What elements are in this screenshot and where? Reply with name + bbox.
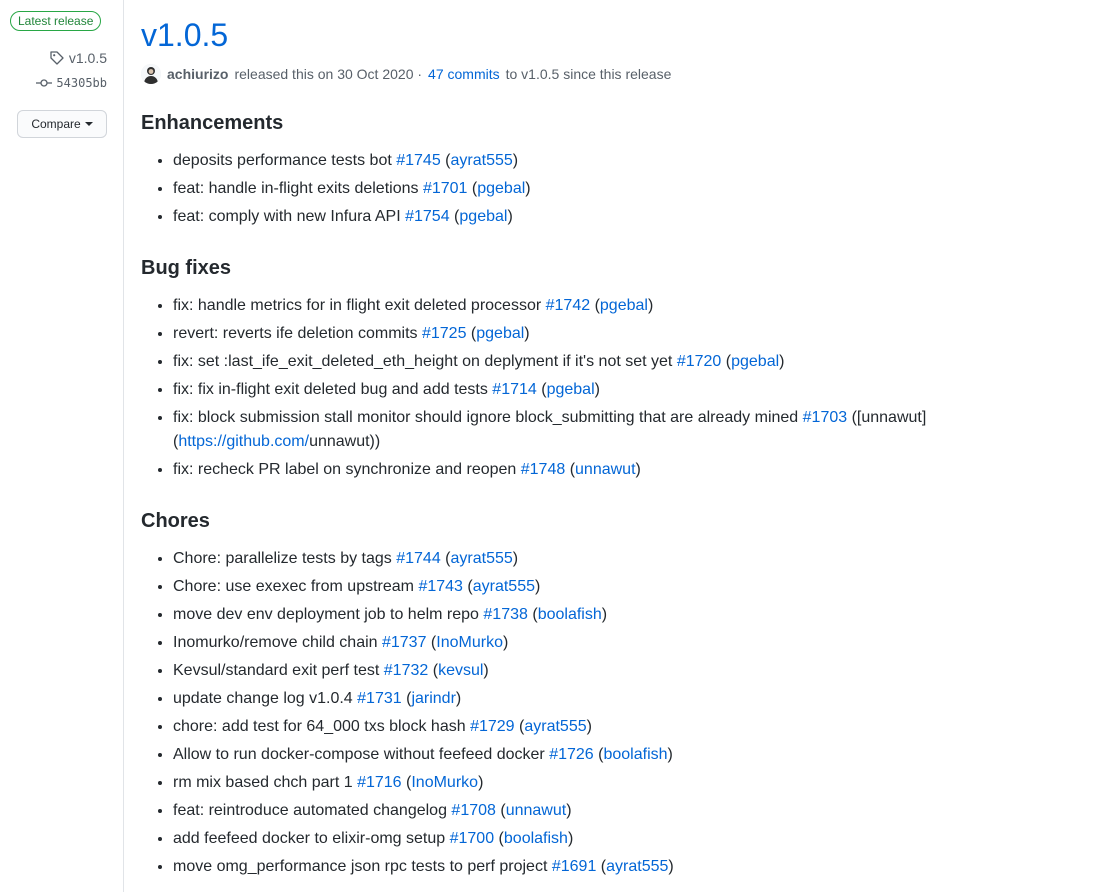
release-meta (141, 64, 671, 84)
paren-close: ) (668, 858, 674, 875)
list-item (173, 827, 1091, 851)
paren-open: ( (401, 690, 412, 707)
paren-close: ) (567, 830, 574, 847)
user-link[interactable]: jarindr (411, 690, 456, 707)
pr-link[interactable]: #1732 (383, 662, 429, 679)
paren-open: ( (494, 830, 504, 847)
user-link[interactable]: boolafish (603, 746, 668, 763)
paren-close: ) (525, 180, 531, 197)
list-item (173, 743, 1091, 767)
list-item (173, 547, 1091, 571)
item-text: move dev env deployment job to helm repo (173, 606, 484, 623)
caret-down-icon (85, 122, 93, 126)
item-text: add feefeed docker to elixir-omg setup (173, 830, 450, 847)
paren-open: ( (440, 152, 451, 169)
paren-open: ([unnawut]( (173, 409, 927, 450)
user-link[interactable]: pgebal (599, 297, 648, 314)
item-text: fix: recheck PR label on synchronize and reopen (173, 461, 521, 478)
user-link[interactable]: pgebal (546, 381, 595, 398)
tag-label: v1.0.5 (68, 50, 107, 66)
paren-close: ) (524, 325, 530, 342)
paren-open: ( (721, 353, 732, 370)
commit-sha: 54305bb (56, 76, 107, 90)
paren-close: ) (512, 550, 519, 567)
user-link[interactable]: ayrat555 (472, 578, 535, 595)
pr-link[interactable]: #1731 (357, 690, 402, 707)
compare-button[interactable] (17, 110, 107, 138)
list-item (173, 855, 1091, 879)
paren-open: ( (462, 578, 473, 595)
item-text: feat: comply with new Infura API (173, 208, 406, 225)
author-link[interactable]: achiurizo (167, 66, 229, 82)
list-item (173, 177, 1091, 201)
paren-open: ( (590, 297, 600, 314)
user-link[interactable]: boolafish (503, 830, 568, 847)
commits-suffix: to v1.0.5 since this release (505, 66, 672, 82)
avatar[interactable] (141, 64, 161, 84)
item-text: fix: set :last_ife_exit_deleted_eth_height on deplyment if it's not set yet (173, 353, 677, 370)
tag-link[interactable] (49, 50, 107, 66)
pr-link[interactable]: #1748 (520, 461, 566, 478)
user-link[interactable]: https://github.com/ (178, 433, 310, 450)
paren-open: ( (440, 550, 451, 567)
list-item (173, 687, 1091, 711)
paren-close: ) (647, 297, 654, 314)
pr-link[interactable]: #1726 (549, 746, 594, 763)
user-link[interactable]: ayrat555 (524, 718, 587, 735)
enhancements-section (141, 110, 1091, 233)
commits-link[interactable]: 47 commits (428, 66, 500, 82)
list-item (173, 205, 1091, 229)
paren-close: ) (507, 208, 513, 225)
item-text: Chore: parallelize tests by tags (173, 550, 397, 567)
list-item (173, 294, 1091, 318)
pr-link[interactable]: #1714 (492, 381, 537, 398)
release-title[interactable] (141, 13, 228, 57)
pr-link[interactable]: #1737 (381, 634, 427, 651)
paren-open: ( (514, 718, 525, 735)
item-text: revert: reverts ife deletion commits (173, 325, 422, 342)
user-link[interactable]: ayrat555 (450, 550, 513, 567)
user-link[interactable]: ayrat555 (450, 152, 513, 169)
list-item (173, 771, 1091, 795)
paren-open: ( (596, 858, 607, 875)
user-link[interactable]: pgebal (459, 208, 508, 225)
tag-icon (49, 50, 65, 66)
item-text: feat: reintroduce automated changelog (173, 802, 452, 819)
user-link[interactable]: InoMurko (411, 774, 479, 791)
pr-link[interactable]: #1754 (405, 208, 450, 225)
paren-open: ( (426, 634, 437, 651)
paren-open: ( (565, 461, 576, 478)
list-item (173, 659, 1091, 683)
list-item (173, 378, 1091, 402)
paren-close: ) (667, 746, 673, 763)
paren-close: ) (566, 802, 572, 819)
item-text: deposits performance tests bot (173, 152, 397, 169)
item-text: Chore: use exexec from upstream (173, 578, 419, 595)
pr-link[interactable]: #1725 (421, 325, 467, 342)
section-heading: Enhancements (141, 112, 284, 134)
user-link[interactable]: kevsul (438, 662, 484, 679)
item-text: move omg_performance json rpc tests to perf project (173, 858, 552, 875)
paren-close: ) (586, 718, 592, 735)
item-text: feat: handle in-flight exits deletions (173, 180, 423, 197)
commit-link[interactable] (36, 76, 107, 90)
paren-close: ) (502, 634, 509, 651)
paren-close: ) (635, 461, 641, 478)
item-text: fix: fix in-flight exit deleted bug and add tests (173, 381, 493, 398)
section-heading: Bug fixes (141, 257, 232, 279)
list-item (173, 406, 1091, 454)
pr-link[interactable]: #1691 (551, 858, 597, 875)
paren-open: ( (467, 180, 478, 197)
item-list (141, 149, 1091, 229)
paren-close: ) (478, 774, 484, 791)
released-text: released this on 30 Oct 2020 · (234, 66, 423, 82)
paren-close: ) (534, 578, 541, 595)
list-item (173, 350, 1091, 374)
user-link[interactable]: ayrat555 (606, 858, 669, 875)
paren-open: ( (495, 802, 506, 819)
pr-link[interactable]: #1708 (451, 802, 496, 819)
list-item (173, 149, 1091, 173)
paren-close: ) (779, 353, 785, 370)
item-list (141, 547, 1091, 879)
pr-link[interactable]: #1745 (396, 152, 441, 169)
item-text: Kevsul/standard exit perf test (173, 662, 384, 679)
user-link[interactable]: pgebal (476, 325, 525, 342)
release-title-link[interactable]: v1.0.5 (141, 17, 229, 53)
list-item (173, 322, 1091, 346)
list-item (173, 603, 1091, 627)
pr-link[interactable]: #1743 (418, 578, 463, 595)
paren-open: ( (593, 746, 604, 763)
user-link[interactable]: pgebal (731, 353, 780, 370)
item-text: rm mix based chch part 1 (173, 774, 358, 791)
pr-link[interactable]: #1742 (545, 297, 591, 314)
paren-close: ) (455, 690, 462, 707)
paren-open: ( (536, 381, 547, 398)
item-list (141, 294, 1091, 482)
paren-close: ) (512, 152, 519, 169)
list-item (173, 799, 1091, 823)
compare-label: Compare (31, 117, 81, 131)
bug-fixes-section (141, 255, 1091, 486)
item-text: update change log v1.0.4 (173, 690, 358, 707)
item-text: Inomurko/remove child chain (173, 634, 382, 651)
chores-section (141, 508, 1091, 883)
item-text: Allow to run docker-compose without feefeed docker (173, 746, 550, 763)
paren-open: ( (401, 774, 412, 791)
list-item (173, 575, 1091, 599)
pr-link[interactable]: #1729 (470, 718, 515, 735)
pr-link[interactable]: #1744 (396, 550, 441, 567)
paren-close: unnawut)) (309, 433, 381, 450)
paren-open: ( (449, 208, 460, 225)
item-text: fix: handle metrics for in flight exit deleted processor (173, 297, 546, 314)
list-item (173, 458, 1091, 482)
pr-link[interactable]: #1738 (483, 606, 528, 623)
release-sidebar (0, 0, 124, 892)
user-link[interactable]: boolafish (537, 606, 602, 623)
latest-release-badge: Latest release (10, 11, 101, 31)
paren-open: ( (466, 325, 477, 342)
item-text: fix: block submission stall monitor should ignore block_submitting that are already mined (173, 409, 803, 426)
pr-link[interactable]: #1716 (357, 774, 402, 791)
commit-icon (36, 77, 52, 89)
user-link[interactable]: unnawut (505, 802, 567, 819)
paren-close: ) (594, 381, 600, 398)
paren-close: ) (483, 662, 489, 679)
item-text: chore: add test for 64_000 txs block hash (173, 718, 471, 735)
pr-link[interactable]: #1703 (802, 409, 848, 426)
user-link[interactable]: InoMurko (436, 634, 503, 651)
list-item (173, 631, 1091, 655)
pr-link[interactable]: #1700 (449, 830, 495, 847)
paren-open: ( (527, 606, 538, 623)
user-link[interactable]: unnawut (575, 461, 636, 478)
paren-close: ) (601, 606, 608, 623)
user-link[interactable]: pgebal (477, 180, 526, 197)
list-item (173, 715, 1091, 739)
section-heading: Chores (141, 510, 210, 532)
pr-link[interactable]: #1720 (676, 353, 722, 370)
pr-link[interactable]: #1701 (422, 180, 468, 197)
paren-open: ( (428, 662, 439, 679)
